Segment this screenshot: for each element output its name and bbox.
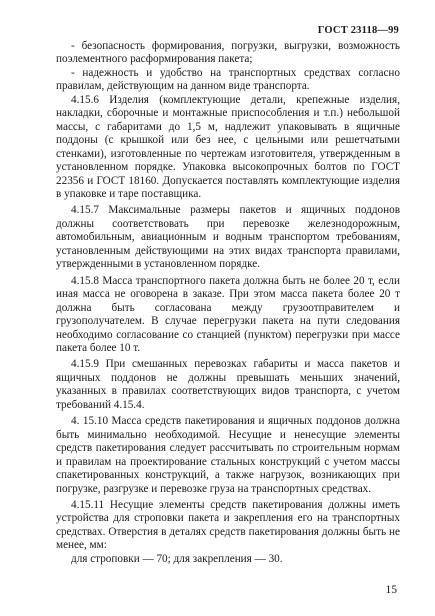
paragraph-hole-sizes: для строповки — 70; для закрепления — 30. [71, 552, 283, 565]
paragraph-4-15-10: 4. 15.10 Масса средств пакетирования и ящичных поддонов должна быть минимально необходимой. Несущие и ненесущие элементы средств пакетирования следует рассчитывать по строительным нормам и правилам на проектирование стальных конструкций с учетом массы спакетированных конструкций, а также нагрузок, возникающих при погрузке, разгрузке и перевозке груза на транспортных средствах. [56, 415, 400, 495]
page-number: 15 [385, 584, 397, 596]
paragraph-4-15-11: 4.15.11 Несущие элементы средств пакетирования должны иметь устройства для строповки пакета и закрепления его на транспортных средствах. Отверстия в деталях средств пакетирования должны быть не менее, мм: [56, 498, 400, 552]
paragraph-4-15-7: 4.15.7 Максимальные размеры пакетов и ящичных поддонов должны соответствовать при перевозке железнодорожным, автомобильным, авиационным и водным транспортом требованиям, установленным действующими на этих видах транспорта правилами, утвержденными в установленном порядке. [56, 204, 400, 271]
paragraph-4-15-9: 4.15.9 При смешанных перевозках габариты и масса пакетов и ящичных поддонов не должны превышать меньших значений, указанных в правилах соответствующих видов транспорта, с учетом требований 4.15.4. [56, 358, 400, 411]
paragraph-bullet-reliability: - надежность и удобство на транспортных средствах согласно правилам, действующим на данном виде транспорта. [56, 66, 400, 93]
paragraph-4-15-6: 4.15.6 Изделия (комплектующие детали, крепежные изделия, накладки, сборочные и монтажные приспособления и т.п.) небольшой массы, с габаритами до 1,5 м, надлежит упаковывать в ящичные поддоны (с крышкой или без нее, с цельными или решетчатыми стенками), изготовленные по чертежам изготовителя, утвержденным в установленном порядке. Упаковка высокопрочных болтов по ГОСТ 22356 и ГОСТ 18160. Допускается поставлять комплектующие изделия в упаковке и таре поставщика. [56, 93, 400, 200]
paragraph-bullet-safety: - безопасность формирования, погрузки, выгрузки, возможность поэлементного расформирования пакета; [56, 40, 400, 66]
standard-header: ГОСТ 23118—99 [317, 25, 399, 36]
paragraph-4-15-8: 4.15.8 Масса транспортного пакета должна быть не более 20 т, если иная масса не оговорена в заказе. При этом масса пакета более 20 т должна быть согласована между грузоотправителем и грузополучателем. В случае перегрузки пакета на пути следования необходимо согласование со станцией (пунктом) перегрузки при массе пакета более 10 т. [56, 274, 400, 354]
body-text [56, 40, 400, 566]
